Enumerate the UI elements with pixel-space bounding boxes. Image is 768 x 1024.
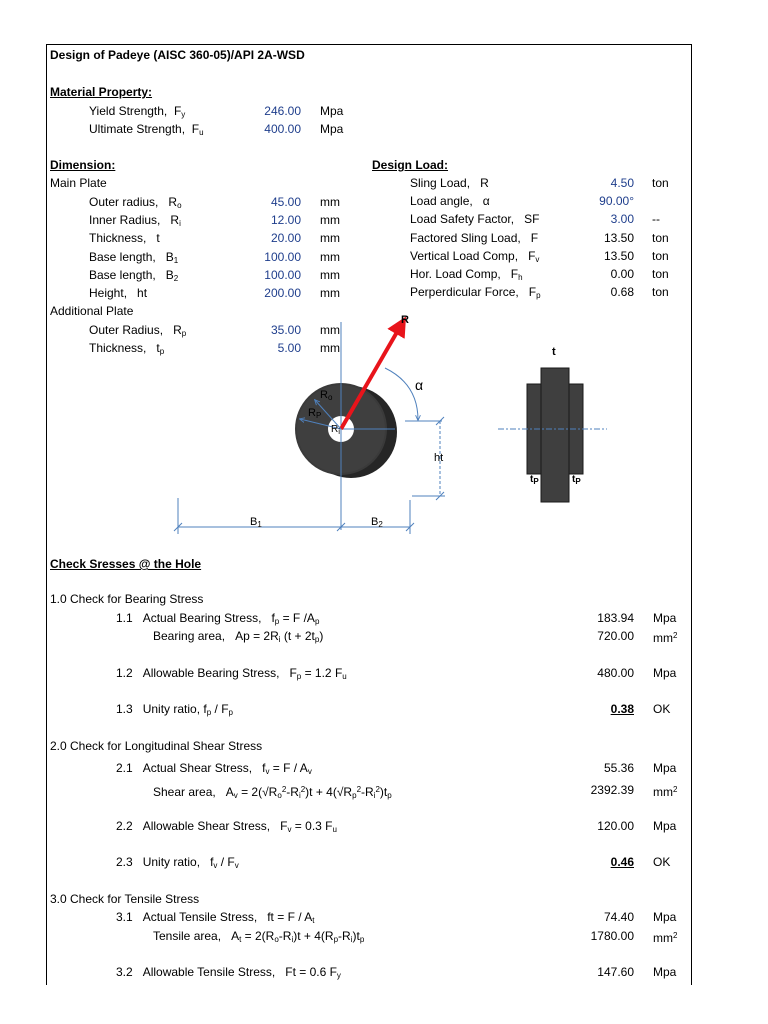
s3-tensile-area-value: 1780.00 — [590, 929, 634, 943]
design-load-row-unit: ton — [652, 248, 669, 263]
check-stresses-heading: Check Sresses @ the Hole — [50, 557, 202, 571]
diagram-label-b2: $B_2$ — [371, 516, 383, 529]
s3-tensile-area-row: Tensile area, $A_t = 2(R_o-R_i)t + 4(R_p-R_i)t_p$ — [153, 929, 365, 944]
dimension-row-label: Inner Radius, $R_i$ — [89, 213, 181, 229]
dimension-row-value[interactable]: 100.00 — [264, 267, 301, 282]
padeye-side-view — [498, 368, 607, 502]
s3-actual-tensile-unit: Mpa — [653, 910, 677, 924]
dimension-row-value[interactable]: 45.00 — [270, 195, 301, 209]
ultimate-strength-value[interactable]: 400.00 — [264, 122, 301, 136]
design-load-row-value: 13.50 — [603, 248, 634, 263]
s1-bearing-area-row: Bearing area, $Ap = 2R_i$ $(t + 2t_p)$ — [153, 629, 324, 644]
diagram-label-tp-right: $t_P$ — [572, 474, 581, 486]
ultimate-strength-unit: Mpa — [320, 122, 344, 136]
s1-allowable-bearing-value: 480.00 — [597, 666, 634, 680]
s3-allowable-tensile-row: 3.2 Allowable Tensile Stress, Ft = 0.6 $F_y$ — [116, 965, 341, 980]
design-load-row-value[interactable]: 4.50 — [610, 176, 634, 190]
dimension-row-unit: mm — [320, 249, 340, 264]
s3-allowable-tensile-unit: Mpa — [653, 965, 677, 979]
diagram-label-r: R — [401, 314, 409, 326]
s1-unity-ratio-row: 1.3 Unity ratio, $f_p / F_p$ — [116, 702, 233, 717]
s1-bearing-area-unit: $mm^2$ — [653, 631, 678, 645]
design-load-row-value: 0.00 — [610, 267, 634, 281]
dimension-row-value[interactable]: 200.00 — [264, 286, 301, 300]
s2-allowable-shear-value: 120.00 — [597, 819, 634, 833]
s1-actual-bearing-value: 183.94 — [597, 611, 634, 625]
design-load-row-label: Vertical Load Comp, $F_v$ — [410, 248, 540, 264]
section-1-title: 1.0 Check for Bearing Stress — [50, 592, 204, 606]
dimension-row-unit: mm — [320, 267, 340, 282]
dimension-row-value[interactable]: 100.00 — [264, 249, 301, 264]
design-load-row-unit: ton — [652, 285, 669, 300]
s2-shear-area-value: 2392.39 — [590, 783, 634, 797]
dimension-row-unit: mm — [320, 286, 340, 300]
s3-actual-tensile-row: 3.1 Actual Tensile Stress, ft = F / $A_t$ — [116, 910, 315, 925]
s1-allowable-bearing-unit: Mpa — [653, 666, 677, 680]
diagram-label-rp: $R_P$ — [308, 407, 322, 420]
diagram-label-ro: $R_o$ — [320, 389, 333, 402]
material-heading: Material Property: — [50, 85, 153, 99]
diagram-label-alpha: α — [415, 377, 424, 393]
dimension-row-label: Thickness, t — [89, 231, 160, 246]
s2-unity-ratio-row: 2.3 Unity ratio, $f_v / F_v$ — [116, 855, 239, 870]
design-load-row-value: 13.50 — [603, 230, 634, 245]
dimension-row-label: Base length, $B_1$ — [89, 249, 179, 265]
design-load-row-unit: ton — [652, 176, 669, 190]
section-2-title: 2.0 Check for Longitudinal Shear Stress — [50, 739, 263, 753]
s3-tensile-area-unit: $mm^2$ — [653, 931, 678, 945]
design-load-row-label: Hor. Load Comp, $F_h$ — [410, 267, 523, 282]
diagram-label-t: t — [552, 346, 556, 358]
yield-strength-unit: Mpa — [320, 104, 344, 118]
page-title: Design of Padeye (AISC 360-05)/API 2A-WSD — [50, 48, 305, 62]
yield-strength-label: Yield Strength, $F_y$ — [89, 104, 186, 119]
design-load-row-label: Load angle, α — [410, 194, 490, 209]
s2-actual-shear-row: 2.1 Actual Shear Stress, $f_v = F / A_v$ — [116, 761, 312, 776]
dimension-row-label: Outer radius, $R_o$ — [89, 195, 182, 210]
dimension-row-unit: mm — [320, 213, 340, 228]
design-load-row-value[interactable]: 90.00° — [599, 194, 634, 209]
design-load-row-value: 0.68 — [610, 285, 634, 300]
additional-plate-row-unit: mm — [320, 323, 340, 337]
additional-plate-row-label: Thickness, $t_p$ — [89, 341, 165, 357]
design-load-row-value[interactable]: 3.00 — [610, 212, 634, 227]
design-load-row-label: Load Safety Factor, SF — [410, 212, 540, 227]
s1-unity-ratio-status: OK — [653, 702, 671, 716]
s1-unity-ratio-value: 0.38 — [610, 702, 634, 716]
design-load-row-label: Sling Load, R — [410, 176, 489, 190]
additional-plate-row-unit: mm — [320, 341, 340, 356]
section-3-title: 3.0 Check for Tensile Stress — [50, 892, 200, 906]
s1-actual-bearing-unit: Mpa — [653, 611, 677, 625]
main-plate-label: Main Plate — [50, 176, 107, 190]
s3-allowable-tensile-value: 147.60 — [597, 965, 634, 979]
diagram-label-tp-left: $t_P$ — [530, 474, 539, 486]
dimension-row-unit: mm — [320, 195, 340, 209]
s2-actual-shear-value: 55.36 — [603, 761, 634, 775]
additional-plate-row-value[interactable]: 35.00 — [270, 323, 301, 337]
additional-plate-label: Additional Plate — [50, 304, 134, 318]
s2-allowable-shear-unit: Mpa — [653, 819, 677, 833]
dimension-heading: Dimension: — [50, 158, 116, 172]
s2-allowable-shear-row: 2.2 Allowable Shear Stress, $F_v = 0.3$ $F_u$ — [116, 819, 337, 834]
yield-strength-value[interactable]: 246.00 — [264, 104, 301, 118]
additional-plate-row-label: Outer Radius, $R_p$ — [89, 323, 187, 338]
ultimate-strength-label: Ultimate Strength, $F_u$ — [89, 122, 204, 137]
dimension-row-label: Height, ht — [89, 286, 148, 300]
design-load-row-label: Perperdicular Force, $F_p$ — [410, 285, 541, 301]
s1-actual-bearing-row: 1.1 Actual Bearing Stress, $f_p = F$ $/A_p$ — [116, 611, 320, 626]
s2-unity-ratio-value: 0.46 — [610, 855, 634, 869]
diagram-label-ht: ht — [434, 452, 444, 464]
design-load-row-unit: -- — [652, 212, 660, 227]
dimension-row-label: Base length, $B_2$ — [89, 267, 179, 283]
design-load-row-unit: ton — [652, 230, 669, 245]
s1-allowable-bearing-row: 1.2 Allowable Bearing Stress, $F_p = 1.2$ $F_u$ — [116, 666, 347, 681]
dimension-row-value[interactable]: 20.00 — [270, 231, 301, 246]
diagram-label-b1: $B_1$ — [250, 516, 262, 529]
design-load-row-label: Factored Sling Load, F — [410, 230, 539, 245]
dimension-row-unit: mm — [320, 231, 340, 246]
s2-actual-shear-unit: Mpa — [653, 761, 677, 775]
s2-shear-area-unit: $mm^2$ — [653, 785, 678, 799]
s2-shear-area-row: Shear area, $A_v = 2(√R_o^2-R_i^2)t + 4(√R_p^2-R_i^2)t_p$ — [153, 785, 392, 800]
additional-plate-row-value[interactable]: 5.00 — [277, 341, 301, 356]
s2-unity-ratio-status: OK — [653, 855, 671, 869]
design-load-heading: Design Load: — [372, 158, 449, 172]
design-load-row-unit: ton — [652, 267, 669, 281]
s1-bearing-area-value: 720.00 — [597, 629, 634, 643]
dimension-row-value[interactable]: 12.00 — [270, 213, 301, 228]
diagram-label-ri: $R_i$ — [331, 424, 341, 436]
padeye-front-view — [295, 383, 397, 478]
s3-actual-tensile-value: 74.40 — [603, 910, 634, 924]
